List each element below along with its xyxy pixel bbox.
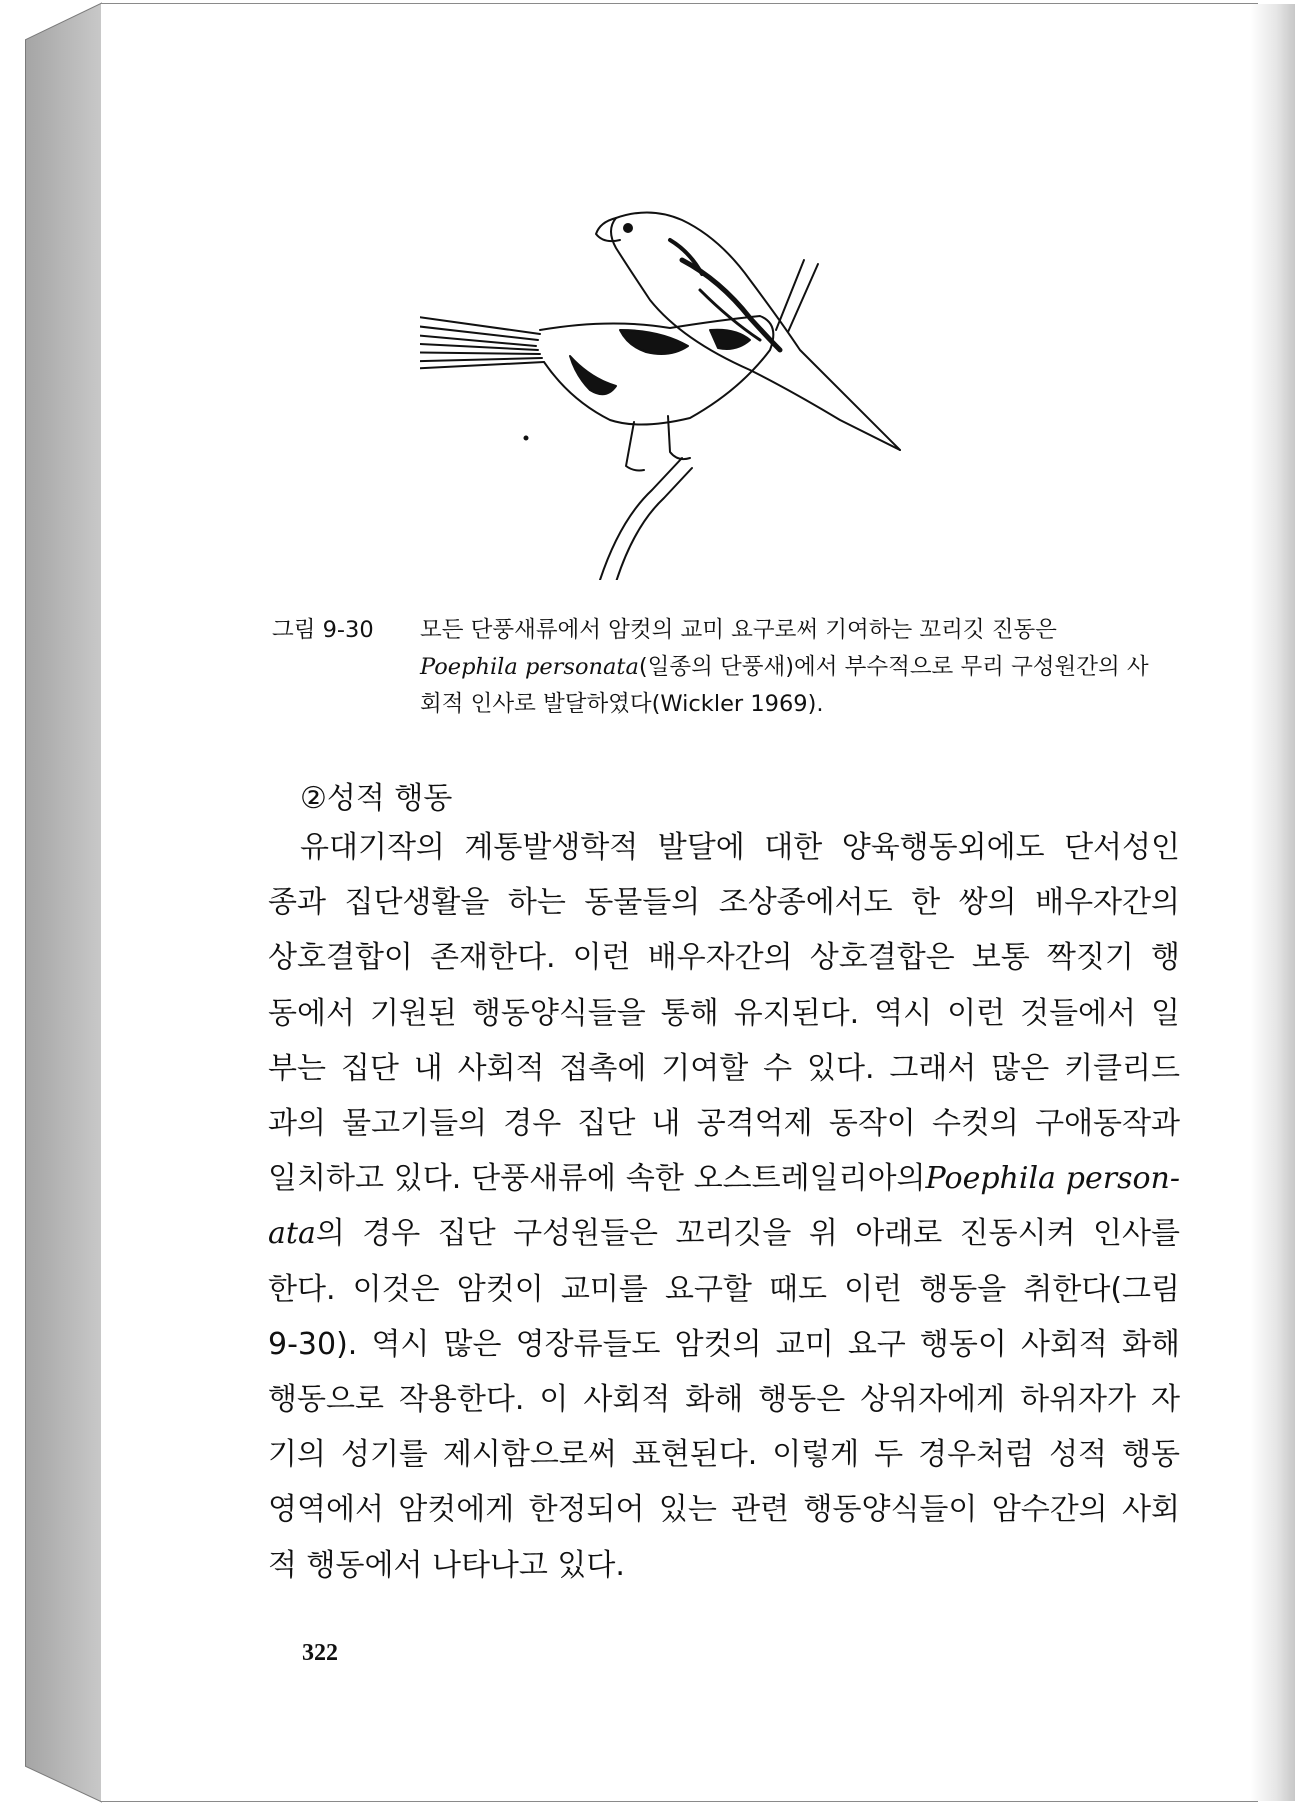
species-name-end: ata [268,1216,316,1252]
caption-species-name: Poephila personata [420,654,639,680]
body-line: 종과 집단생활을 하는 동물들의 조상종에서도 한 쌍의 배우자간의 [268,885,1180,921]
figure-label: 그림 9-30 [272,617,374,643]
body-line-8-text: 의 경우 집단 구성원들은 꼬리깃을 위 아래로 진동시켜 인사를 [315,1216,1180,1252]
body-line: 과의 물고기들의 경우 집단 내 공격억제 동작이 수컷의 구애동작과 [268,1106,1180,1142]
caption-line-1: 모든 단풍새류에서 암컷의 교미 요구로써 기여하는 꼬리깃 진동은 [420,617,1057,643]
body-line: 행동으로 작용한다. 이 사회적 화해 행동은 상위자에게 하위자가 자 [268,1382,1180,1418]
caption-line-2 [420,649,1149,686]
species-name: Poephila person- [925,1161,1181,1197]
caption-line-2-text: (일종의 단풍새)에서 부수적으로 무리 구성원간의 사 [638,654,1149,680]
body-line-7-text: 일치하고 있다. 단풍새류에 속한 오스트레일리아의 [268,1161,926,1197]
body-line: 유대기작의 계통발생학적 발달에 대한 양육행동외에도 단서성인 [300,830,1180,865]
body-paragraph [268,820,1180,1593]
section-heading: ②성적 행동 [300,781,453,816]
body-line [268,1151,1180,1206]
body-line [268,1206,1180,1261]
bird-illustration [420,200,1060,580]
body-line: 상호결합이 존재한다. 이런 배우자간의 상호결합은 보통 짝짓기 행 [268,940,1180,976]
body-line: 기의 성기를 제시함으로써 표현된다. 이렇게 두 경우처럼 성적 행동 [268,1437,1180,1473]
body-line: 9-30). 역시 많은 영장류들도 암컷의 교미 요구 행동이 사회적 화해 [268,1326,1180,1362]
body-line: 한다. 이것은 암컷이 교미를 요구할 때도 이런 행동을 취한다(그림 [268,1271,1180,1307]
page-edge-shadow [1250,4,1295,1801]
body-line: 부는 집단 내 사회적 접촉에 기여할 수 있다. 그래서 많은 키클리드 [268,1050,1180,1086]
body-line: 적 행동에서 나타나고 있다. [268,1547,625,1583]
body-line: 영역에서 암컷에게 한정되어 있는 관련 행동양식들이 암수간의 사회 [268,1492,1180,1528]
body-line: 동에서 기원된 행동양식들을 통해 유지된다. 역시 이런 것들에서 일 [268,995,1180,1031]
caption-line-3: 회적 인사로 발달하였다(Wickler 1969). [420,691,824,717]
page-number: 322 [302,1640,338,1666]
